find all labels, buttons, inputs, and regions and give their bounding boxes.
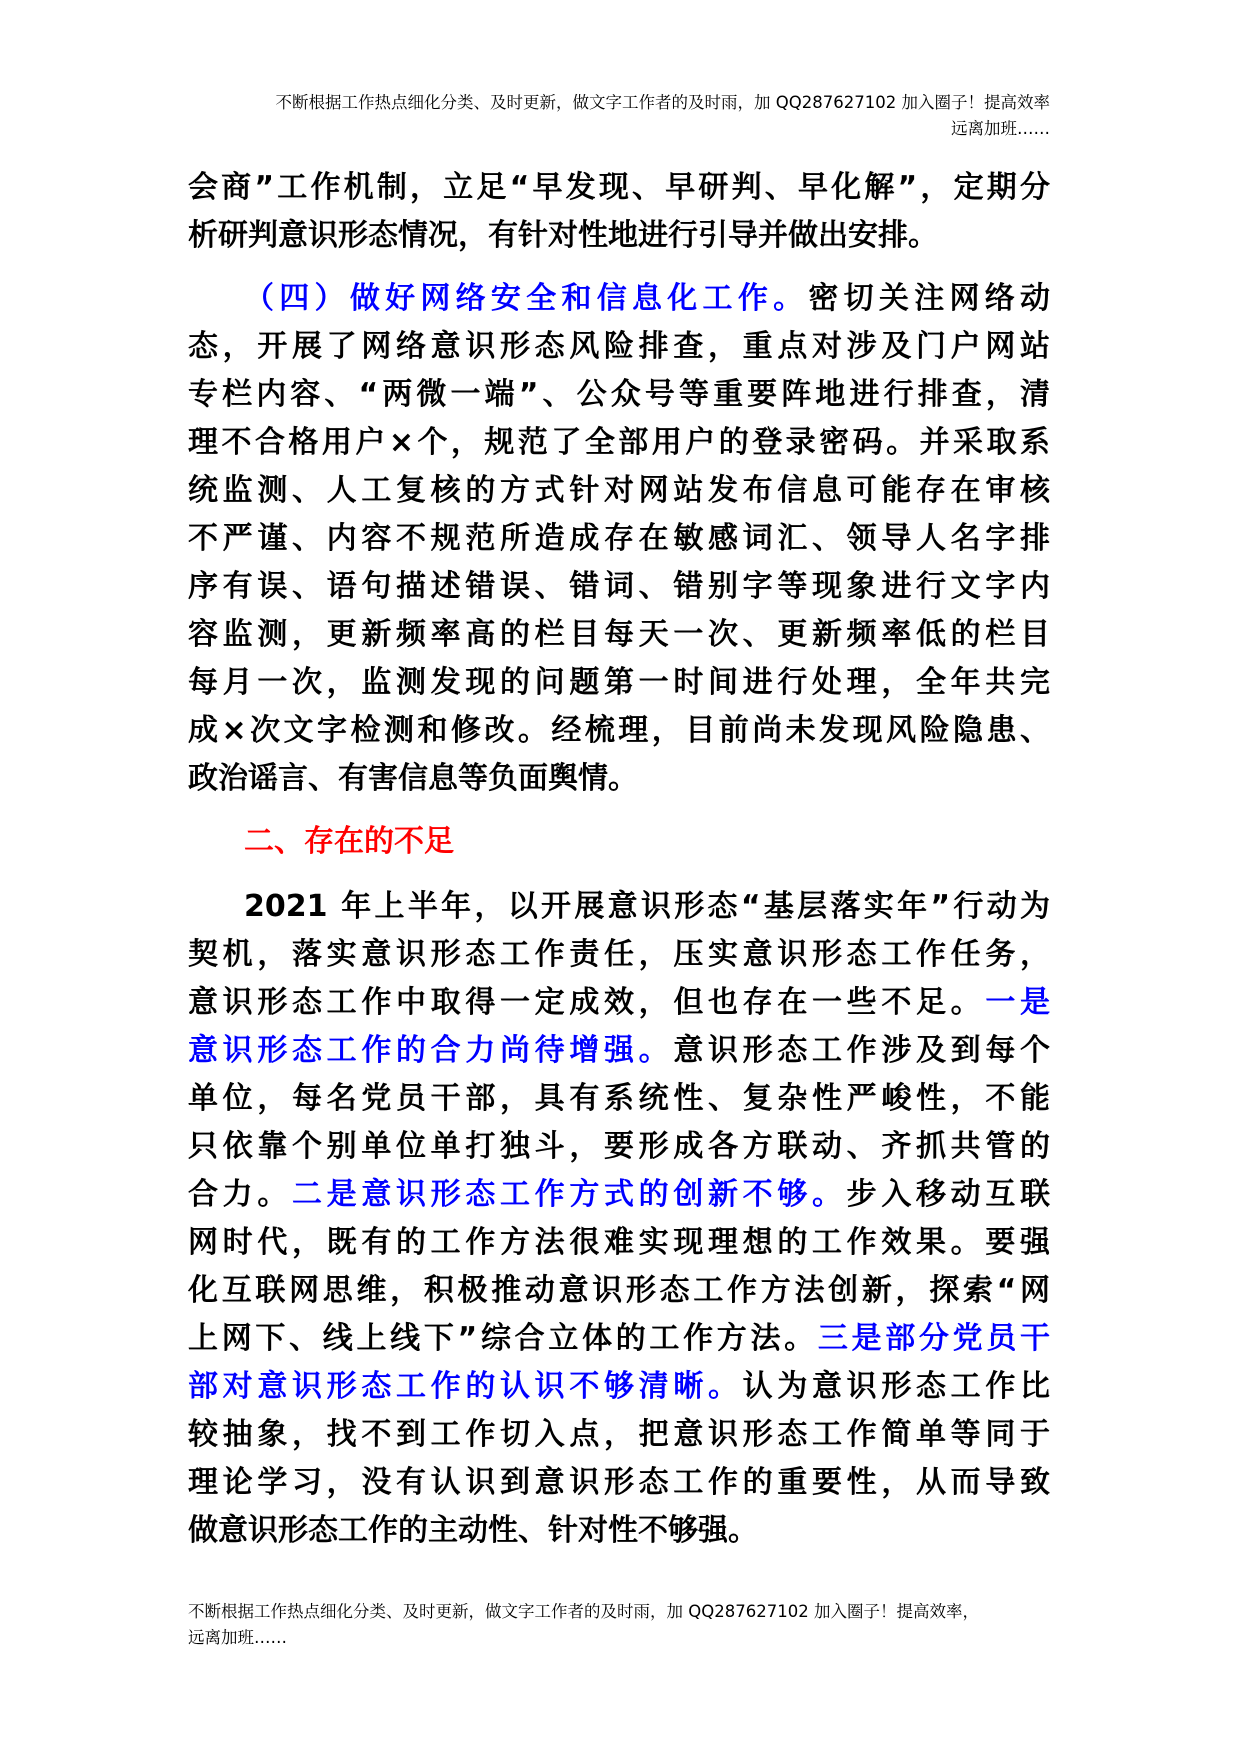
text-line [188,1027,1050,1075]
text-line: 理论学习，没有认识到意识形态工作的重要性，从而导致 [188,1465,1050,1500]
text-line [188,1315,1050,1363]
paragraph-1 [188,164,1050,260]
text-span: 密切关注网络动 [808,281,1051,316]
text-line: 理不合格用户×个，规范了全部用户的登录密码。并采取系 [188,425,1050,460]
text-line: 网时代，既有的工作方法很难实现理想的工作效果。要强 [188,1225,1050,1260]
page-footer [188,1599,1050,1651]
point-3-title: 三是部分党员干 [817,1321,1051,1356]
text-line: 会商”工作机制，立足“早发现、早研判、早化解”，定期分 [188,170,1050,205]
text-line: 容监测，更新频率高的栏目每天一次、更新频率低的栏目 [188,617,1050,652]
heading-text: 二、存在的不足 [244,824,454,859]
text-line: 析研判意识形态情况，有针对性地进行引导并做出安排。 [188,218,938,253]
text-line: 统监测、人工复核的方式针对网站发布信息可能存在审核 [188,473,1050,508]
text-line: 专栏内容、“两微一端”、公众号等重要阵地进行排查，清 [188,377,1050,412]
text-span: 意识形态工作中取得一定成效，但也存在一些不足。 [188,985,986,1020]
text-line: 做意识形态工作的主动性、针对性不够强。 [188,1513,758,1548]
footer-line-1: 不断根据工作热点细化分类、及时更新，做文字工作者的及时雨，加 QQ287627102 加入圈子！提高效率， [188,1602,979,1621]
text-line [188,275,1050,323]
text-span: 意识形态工作涉及到每个 [673,1033,1051,1068]
section-heading-2 [188,818,1050,866]
paragraph-shortcomings [188,883,1050,1555]
text-line [188,1363,1050,1411]
point-1-title: 一是 [985,985,1051,1020]
section-title-4: （四）做好网络安全和信息化工作。 [244,281,809,316]
page-header [188,90,1050,142]
text-line: 不严谨、内容不规范所造成存在敏感词汇、领导人名字排 [188,521,1050,556]
text-span: 合力。 [188,1177,292,1212]
point-1-title: 意识形态工作的合力尚待增强。 [188,1033,674,1068]
header-line-2: 远离加班…… [951,119,1050,138]
point-2-title: 二是意识形态工作方式的创新不够。 [292,1177,847,1212]
text-line: 单位，每名党员干部，具有系统性、复杂性严峻性，不能 [188,1081,1050,1116]
text-line [188,979,1050,1027]
text-line: 态，开展了网络意识形态风险排查，重点对涉及门户网站 [188,329,1050,364]
text-span: 认为意识形态工作比 [742,1369,1051,1404]
text-line: 序有误、语句描述错误、错词、错别字等现象进行文字内 [188,569,1050,604]
point-3-title: 部对意识形态工作的认识不够清晰。 [188,1369,743,1404]
text-line: 2021 年上半年，以开展意识形态“基层落实年”行动为 [244,889,1050,924]
text-span: 上网下、线上线下”综合立体的工作方法。 [188,1321,818,1356]
text-line: 每月一次，监测发现的问题第一时间进行处理，全年共完 [188,665,1050,700]
text-line: 化互联网思维，积极推动意识形态工作方法创新，探索“网 [188,1273,1050,1308]
text-span: 步入移动互联 [846,1177,1051,1212]
paragraph-network-security [188,275,1050,803]
header-line-1: 不断根据工作热点细化分类、及时更新，做文字工作者的及时雨，加 QQ287627102 加入圈子！提高效率 [275,93,1050,112]
text-line: 只依靠个别单位单打独斗，要形成各方联动、齐抓共管的 [188,1129,1050,1164]
text-line: 较抽象，找不到工作切入点，把意识形态工作简单等同于 [188,1417,1050,1452]
text-line: 政治谣言、有害信息等负面舆情。 [188,761,638,796]
text-line: 契机，落实意识形态工作责任，压实意识形态工作任务， [188,937,1050,972]
text-line: 成×次文字检测和修改。经梳理，目前尚未发现风险隐患、 [188,713,1050,748]
footer-line-2: 远离加班…… [188,1628,287,1647]
text-line [188,1171,1050,1219]
